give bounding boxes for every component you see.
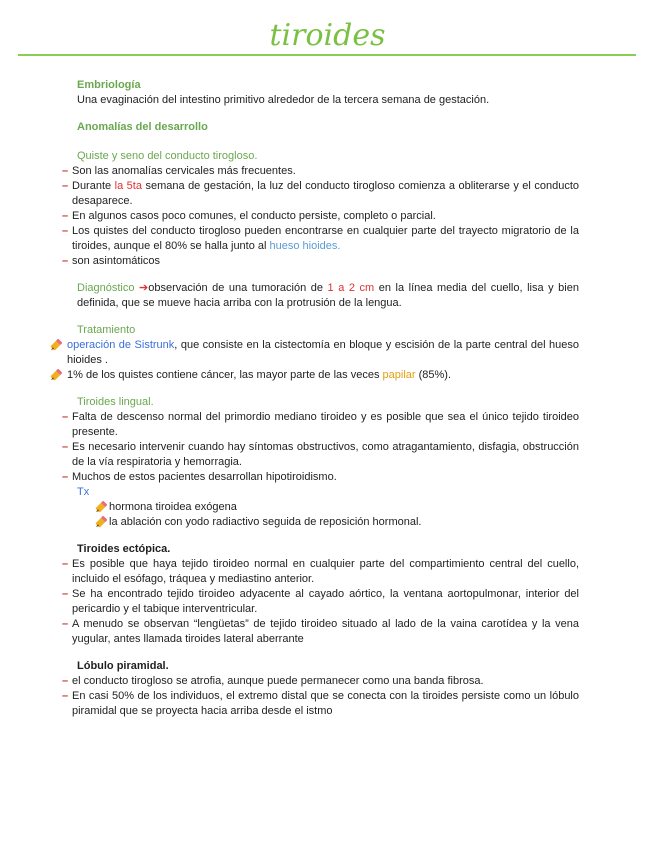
list-item	[0, 164, 579, 179]
heading-ectopica: Tiroides ectópica.	[77, 543, 171, 555]
pencil-icon	[50, 369, 63, 382]
list-item	[0, 689, 579, 719]
quiste-b4-pre: Los quistes del conducto tirogloso pueden encontrarse en cualquier parte del trayecto migratorio de la tiroides, aunque el 80% se halla junto al	[72, 225, 579, 252]
pencil-icon	[50, 339, 63, 352]
tratamiento-p1-post: , que consiste en la cistectomía en bloque y escisión de la parte central del hueso hioides .	[67, 339, 579, 366]
arrow-right-icon: ➔	[139, 282, 149, 294]
bullet-dash: –	[62, 618, 69, 630]
list-item	[0, 410, 579, 440]
lingual-t1: hormona tiroidea exógena	[109, 501, 237, 513]
lingual-b3: Muchos de estos pacientes desarrollan hipotiroidismo.	[72, 471, 337, 483]
list-item	[0, 470, 579, 485]
heading-embriologia: Embriología	[77, 79, 141, 91]
tratamiento-p2-pre: 1% de los quistes contiene cáncer, las mayor parte de las veces	[67, 369, 383, 381]
pencil-icon	[95, 516, 108, 529]
list-item	[0, 587, 579, 617]
quiste-b2-post: semana de gestación, la luz del conducto tirogloso comienza a obliterarse y el conducto desaparece.	[72, 180, 579, 207]
ectopica-b3: A menudo se observan “lengüetas” de tejido tiroideo situado al lado de la vaina carotídea y la vena yugular, antes llamada tiroides lateral aberrante	[72, 618, 579, 645]
list-item	[0, 179, 579, 209]
tx-label: Tx	[77, 486, 90, 498]
ectopica-b1: Es posible que haya tejido tiroideo normal en cualquier parte del compartimiento central del cuello, incluido el esófago, tráquea y mediastino anterior.	[72, 558, 579, 585]
ectopica-b2: Se ha encontrado tejido tiroideo adyacente al cayado aórtico, la ventana aortopulmonar, interior del pericardio y el tabique interventricular.	[72, 588, 579, 615]
heading-lingual: Tiroides lingual.	[77, 396, 154, 408]
heading-anomalias: Anomalías del desarrollo	[77, 121, 208, 133]
bullet-dash: –	[62, 210, 69, 222]
tratamiento-p2-post: (85%).	[415, 369, 452, 381]
lingual-b1: Falta de descenso normal del primordio mediano tiroideo y es posible que sea el único tejido tiroideo presente.	[72, 411, 579, 438]
bullet-dash: –	[62, 411, 69, 423]
diagnostico-post: en la línea media del cuello, lisa y bien definida, que se mueve hacia arriba con la protrusión de la lengua.	[77, 282, 579, 309]
list-item	[0, 224, 579, 254]
page-title: tiroides	[269, 18, 386, 53]
bullet-dash: –	[62, 225, 69, 237]
bullet-dash: –	[62, 471, 69, 483]
lingual-t2: la ablación con yodo radiactivo seguida de reposición hormonal.	[109, 516, 422, 528]
bullet-dash: –	[62, 675, 69, 687]
list-item	[0, 338, 579, 368]
heading-tratamiento: Tratamiento	[77, 324, 136, 336]
quiste-b2-highlight: la 5ta	[114, 180, 142, 192]
quiste-b5: son asintomáticos	[72, 255, 161, 267]
bullet-dash: –	[62, 180, 69, 192]
pencil-icon	[95, 501, 108, 514]
bullet-dash: –	[62, 441, 69, 453]
list-item	[0, 557, 579, 587]
bullet-dash: –	[62, 558, 69, 570]
heading-piramidal: Lóbulo piramidal.	[77, 660, 169, 672]
bullet-dash: –	[62, 165, 69, 177]
quiste-b1: Son las anomalías cervicales más frecuentes.	[72, 165, 296, 177]
heading-quiste: Quiste y seno del conducto tirogloso.	[77, 150, 258, 162]
diagnostico-highlight: 1 a 2 cm	[327, 282, 375, 294]
list-item	[0, 674, 579, 689]
diagnostico-paragraph	[77, 281, 579, 311]
list-item	[0, 617, 579, 647]
title-underline	[18, 54, 636, 56]
lingual-b2: Es necesario intervenir cuando hay síntomas obstructivos, como atragantamiento, disfagia, obstrucción de la vía respiratoria y hemorragia.	[72, 441, 579, 468]
diagnostico-label: Diagnóstico	[77, 282, 135, 294]
bullet-dash: –	[62, 255, 69, 267]
list-item	[0, 515, 655, 530]
bullet-dash: –	[62, 588, 69, 600]
list-item	[0, 500, 655, 515]
list-item	[0, 209, 579, 224]
list-item	[0, 440, 579, 470]
document-body	[0, 78, 655, 719]
list-item	[0, 368, 579, 383]
quiste-b4-highlight: hueso hioides.	[269, 240, 341, 252]
tratamiento-p2-highlight: papilar	[382, 369, 416, 381]
diagnostico-pre: observación de una tumoración de	[148, 282, 328, 294]
tratamiento-p1-highlight: operación de Sistrunk	[67, 339, 175, 351]
quiste-b3: En algunos casos poco comunes, el conducto persiste, completo o parcial.	[72, 210, 436, 222]
piramidal-b1: el conducto tirogloso se atrofia, aunque puede permanecer como una banda fibrosa.	[72, 675, 484, 687]
embriologia-text: Una evaginación del intestino primitivo alrededor de la tercera semana de gestación.	[77, 94, 490, 106]
quiste-b2-pre: Durante	[72, 180, 115, 192]
list-item	[0, 254, 579, 269]
piramidal-b2: En casi 50% de los individuos, el extremo distal que se conecta con la tiroides persiste como un lóbulo piramidal que se proyecta hacia arriba desde el istmo	[72, 690, 579, 717]
bullet-dash: –	[62, 690, 69, 702]
